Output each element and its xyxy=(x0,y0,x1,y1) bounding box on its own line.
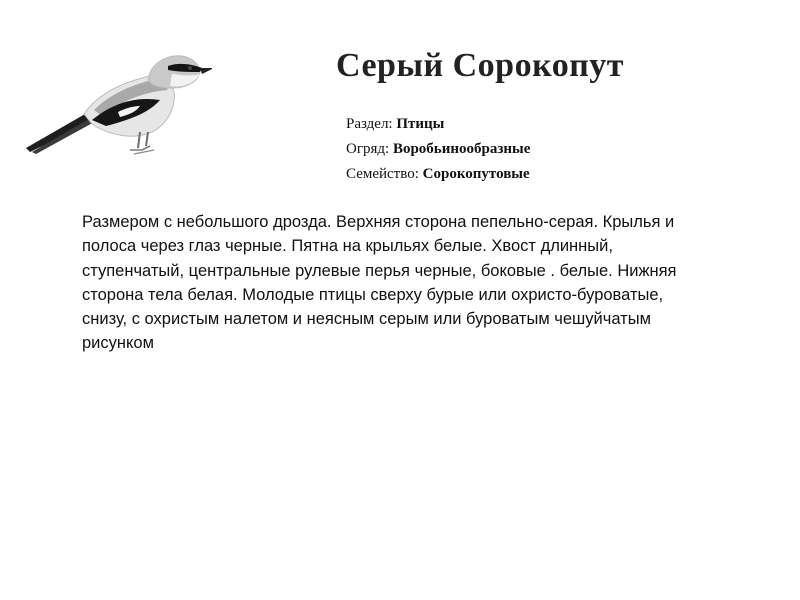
description-text: Размером с небольшого дрозда. Верхняя сторона пепельно-серая. Крылья и полоса через глаз черные. Пятна на крыльях белые. Хвост длинный, ступенчатый, центральные рулевые перья черные, боковые . белые. Нижняя сторона тела белая. Молодые птицы сверху бурые или охристо-буроватые, снизу, с охристым налетом и неясным серым или буроватым чешуйчатым рисунком xyxy=(82,213,677,353)
taxonomy-row-section xyxy=(346,112,530,137)
taxonomy-value: Птицы xyxy=(396,116,445,132)
shrike-illustration xyxy=(22,40,212,160)
page-title: Серый Сорокопут xyxy=(336,47,624,84)
taxonomy-block xyxy=(346,112,530,187)
taxonomy-value: Воробьинообразные xyxy=(392,141,531,157)
taxonomy-row-order xyxy=(346,137,530,162)
taxonomy-label: Огряд: xyxy=(346,141,390,157)
taxonomy-label: Раздел: xyxy=(346,116,393,132)
taxonomy-label: Семейство: xyxy=(346,166,419,182)
taxonomy-row-family xyxy=(346,162,530,187)
taxonomy-value: Сорокопутовые xyxy=(422,166,530,182)
